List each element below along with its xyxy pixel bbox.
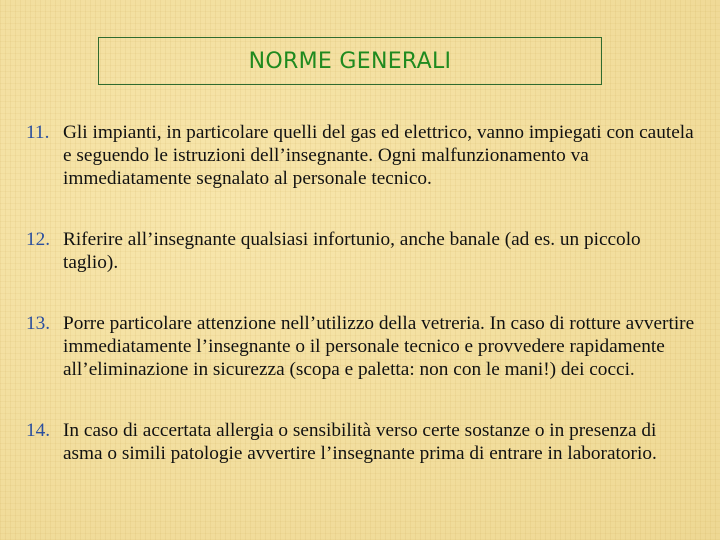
- rule-text: Gli impianti, in particolare quelli del gas ed elettrico, vanno impiegati con cautela e seguendo le istruzioni dell’insegnante. Ogni malfunzionamento va immediatamente segnalato al personale tecnico.: [63, 122, 694, 189]
- rule-item-11: [26, 121, 696, 190]
- rules-list: [26, 121, 696, 465]
- rule-number: 12.: [26, 229, 51, 250]
- rule-text: In caso di accertata allergia o sensibilità verso certe sostanze o in presenza di asma o simili patologie avvertire l’insegnante prima di entrare in laboratorio.: [63, 420, 657, 464]
- slide-title: NORME GENERALI: [248, 48, 452, 74]
- rule-item-12: [26, 228, 696, 274]
- rule-item-14: [26, 419, 696, 465]
- title-box: [98, 37, 602, 85]
- rule-number: 14.: [26, 420, 51, 441]
- rule-number: 13.: [26, 313, 51, 334]
- rule-number: 11.: [26, 122, 50, 143]
- rule-text: Riferire all’insegnante qualsiasi infortunio, anche banale (ad es. un piccolo taglio).: [63, 229, 641, 273]
- rule-item-13: [26, 312, 696, 381]
- rule-text: Porre particolare attenzione nell’utilizzo della vetreria. In caso di rotture avvertire immediatamente l’insegnante o il personale tecnico e provvedere rapidamente all’eliminazione in sicurezza (scopa e paletta: non con le mani!) dei cocci.: [63, 313, 695, 380]
